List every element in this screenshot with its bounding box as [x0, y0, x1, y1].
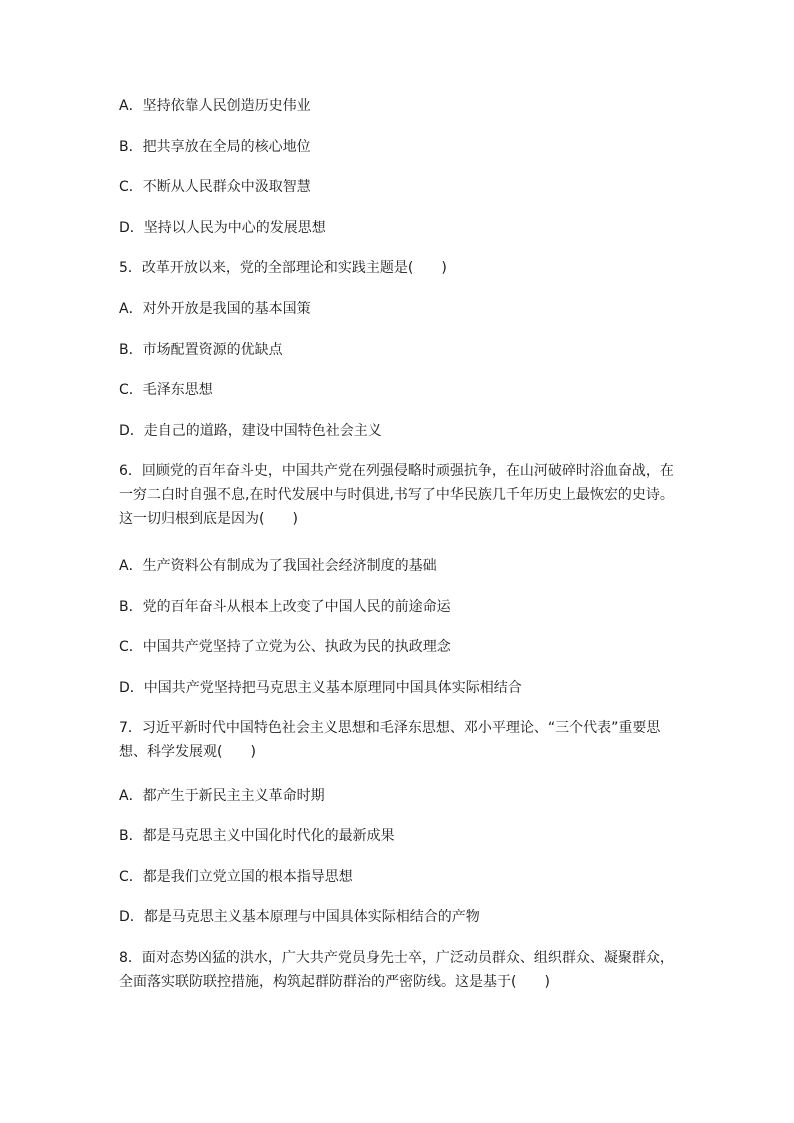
q8-stem-line-2: 全面落实联防联控措施，构筑起群防群治的严密防线。这是基于( ): [119, 974, 550, 990]
q7-stem: [119, 716, 689, 764]
q5-option-c: C．毛泽东思想: [119, 382, 213, 398]
q7-option-a: A．都产生于新民主主义革命时期: [119, 788, 325, 804]
q5-option-d: D．走自己的道路，建设中国特色社会主义: [119, 423, 382, 439]
q6-stem: [119, 459, 689, 531]
q7-option-c: C．都是我们立党立国的根本指导思想: [119, 869, 353, 885]
q8-stem: [119, 946, 689, 994]
q4-option-c: C．不断从人民群众中汲取智慧: [119, 179, 311, 195]
q5-option-b: B．市场配置资源的优缺点: [119, 342, 283, 358]
q5-stem: 5．改革开放以来，党的全部理论和实践主题是( ): [119, 260, 447, 276]
q8-stem-line-1: 8．面对态势凶猛的洪水，广大共产党员身先士卒，广泛动员群众、组织群众、凝聚群众，: [119, 950, 674, 966]
q7-stem-line-1: 7．习近平新时代中国特色社会主义思想和毛泽东思想、邓小平理论、“三个代表”重要思: [119, 720, 661, 736]
q6-option-d: D．中国共产党坚持把马克思主义基本原理同中国具体实际相结合: [119, 680, 522, 696]
q6-stem-line-1: 6．回顾党的百年奋斗史，中国共产党在列强侵略时顽强抗争，在山河破碎时浴血奋战，在: [119, 463, 674, 479]
q6-stem-line-2: 一穷二白时自强不息,在时代发展中与时俱进,书写了中华民族几千年历史上最恢宏的史诗。: [119, 487, 674, 503]
q6-stem-line-3: 这一切归根到底是因为( ): [119, 511, 298, 527]
q6-option-b: B．党的百年奋斗从根本上改变了中国人民的前途命运: [119, 599, 451, 615]
q7-stem-line-2: 想、科学发展观( ): [119, 744, 256, 760]
q6-option-a: A．生产资料公有制成为了我国社会经济制度的基础: [119, 558, 437, 574]
q4-option-a: A．坚持依靠人民创造历史伟业: [119, 98, 311, 114]
q6-option-c: C．中国共产党坚持了立党为公、执政为民的执政理念: [119, 639, 451, 655]
q5-option-a: A．对外开放是我国的基本国策: [119, 301, 311, 317]
q4-option-d: D．坚持以人民为中心的发展思想: [119, 220, 326, 236]
q7-option-b: B．都是马克思主义中国化时代化的最新成果: [119, 828, 395, 844]
q7-option-d: D．都是马克思主义基本原理与中国具体实际相结合的产物: [119, 909, 480, 925]
q4-option-b: B．把共享放在全局的核心地位: [119, 139, 311, 155]
